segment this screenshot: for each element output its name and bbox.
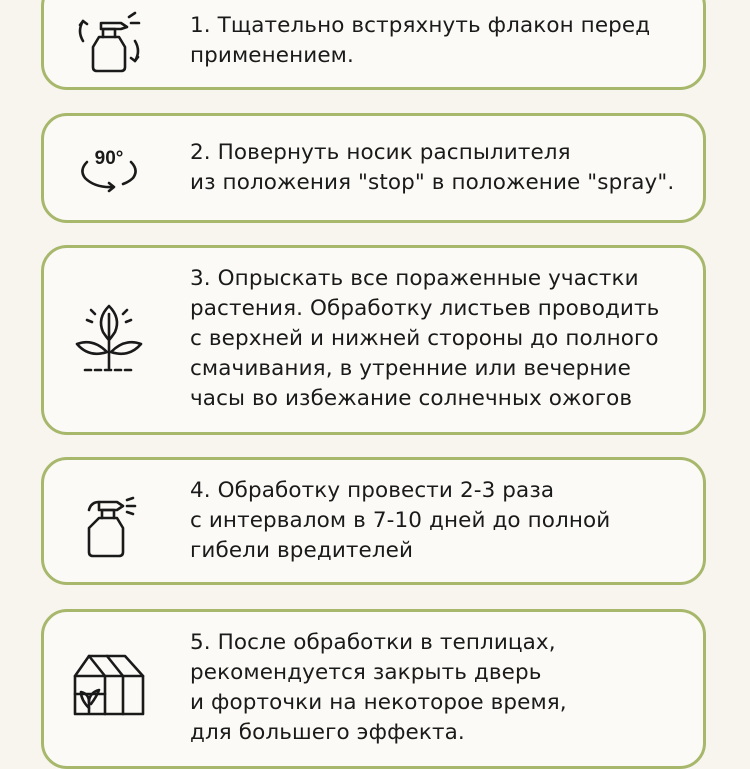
- step-4-line-1: 4. Обработку провести 2-3 раза: [190, 478, 555, 503]
- spray-bottle-shake-icon: [69, 0, 149, 77]
- step-3-line-5: часы во избежание солнечных ожогов: [190, 386, 633, 411]
- step-card-2: [41, 113, 706, 223]
- step-3-line-2: растения. Обработку листьев проводить: [190, 296, 660, 321]
- greenhouse-icon: [69, 642, 149, 722]
- step-4-line-3: гибели вредителей: [190, 538, 414, 563]
- rotate-90-icon: [69, 130, 149, 210]
- step-card-5: [41, 609, 706, 769]
- step-2-line-1: 2. Повернуть носик распылителя: [190, 140, 571, 165]
- step-5-line-4: для большего эффекта.: [190, 720, 465, 745]
- step-5-line-3: и форточки на некоторое время,: [190, 690, 567, 715]
- step-3-line-4: смачивания, в утренние или вечерние: [190, 356, 631, 381]
- step-5-line-1: 5. После обработки в теплицах,: [190, 630, 556, 655]
- plant-sprout-icon: [69, 298, 149, 378]
- step-2-line-2: из положения "stop" в положение "spray".: [190, 170, 675, 195]
- rotate-90-label: 90°: [94, 148, 124, 169]
- step-3-line-1: 3. Опрыскать все пораженные участки: [190, 266, 639, 291]
- step-1-line-1: 1. Тщательно встряхнуть флакон перед: [190, 13, 651, 38]
- step-3-line-3: с верхней и нижней стороны до полного: [190, 326, 659, 351]
- step-1-line-2: применением.: [190, 43, 354, 68]
- step-5-line-2: рекомендуется закрыть дверь: [190, 660, 542, 685]
- step-card-3: [41, 245, 706, 435]
- step-card-4: [41, 457, 706, 585]
- step-card-1: [41, 0, 706, 90]
- spray-bottle-icon: [69, 480, 149, 560]
- step-4-line-2: с интервалом в 7-10 дней до полной: [190, 508, 611, 533]
